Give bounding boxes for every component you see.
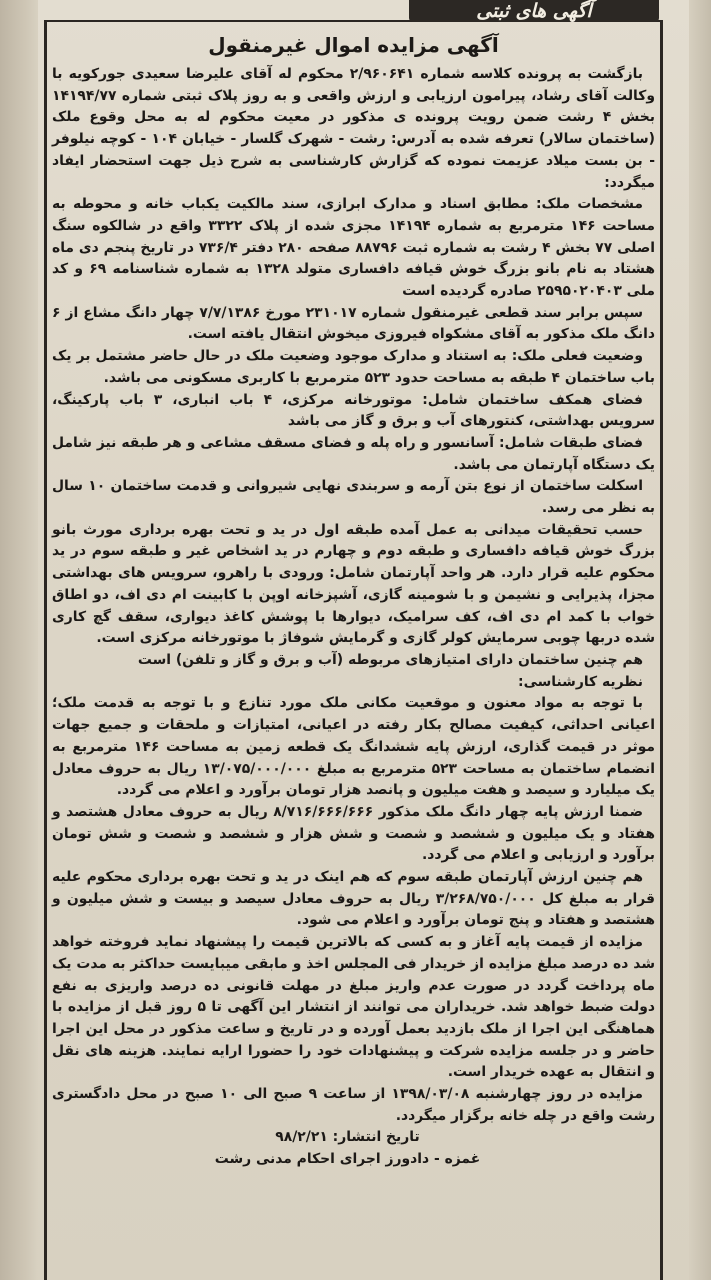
page-shadow-right [689,0,711,1280]
auction-notice [52,30,655,1268]
notice-paragraph: حسب تحقیقات میدانی به عمل آمده طبقه اول در ید و تحت بهره برداری مورث بانو بزرگ خوش قیافه دافساری و طبقه دوم و چهارم در ید اشخاص غیر و طبقه سوم در ید محکوم علیه قرار دارد. هر واحد آپارتمان شامل: ورودی با راهرو، سرویس های بهداشتی مجزا، پذیرایی و نشیمن و با شومینه گازی، آشپزخانه اوپن با کابینت ام دی اف، دو اطاق خواب با کمد ام دی اف، کف سرامیک، دیوارها با پوشش کاغذ دیواری، سقف گچ کاری شده دربها چوبی سرمایش کولر گازی و گرمایش شوفاژ با موتورخانه مرکزی است. [52,521,655,647]
publish-date: تاریخ انتشار: ۹۸/۲/۲۱ [275,1129,420,1146]
page-shadow-left [0,0,38,1280]
notice-paragraph: هم چنین ساختمان دارای امتیازهای مربوطه (آب و برق و گاز و تلفن) است [137,651,643,668]
notice-title: آگهی مزایده اموال غیرمنقول [208,33,499,57]
signature: غمزه - دادورز اجرای احکام مدنی رشت [214,1151,481,1168]
column-rule-left [44,20,47,1280]
section-header: آگهی های ثبتی [409,0,659,22]
notice-paragraph: مزایده در روز چهارشنبه ۱۳۹۸/۰۳/۰۸ از ساعت ۹ صبح الی ۱۰ صبح در محل دادگستری رشت واقع در چله خانه برگزار میگردد. [52,1086,655,1124]
notice-paragraph: اسکلت ساختمان از نوع بتن آرمه و سربندی نهایی شیروانی و قدمت ساختمان ۱۰ سال به نظر می رسد. [52,478,655,517]
notice-paragraph: ضمنا ارزش پایه چهار دانگ ملک مذکور ۸/۷۱۶/۶۶۶/۶۶۶ ریال به حروف معادل هشتصد و هفتاد و یک میلیون و ششصد و شصت و شش هزار و ششصد و شصت و شش تومان برآورد و ارزیابی و اعلام می گردد. [52,803,655,864]
notice-paragraph: با توجه به مواد معنون و موقعیت مکانی ملک مورد تنازع و با توجه به قدمت ملک؛ اعیانی احداثی، کیفیت مصالح بکار رفته در اعیانی، امتیازات و ملحقات و جمیع جهات موثر در قیمت گذاری، ارزش پایه ششدانگ یک قطعه زمین به مساحت ۱۴۶ مترمربع به انضمام ساختمان به مساحت ۵۲۳ مترمربع به مبلغ ۱۳/۰۷۵/۰۰۰/۰۰۰ ریال به حروف معادل یک میلیارد و سیصد و هفت میلیون و پانصد هزار تومان برآورد و اعلام می گردد. [52,695,656,799]
notice-paragraph: فضای همکف ساختمان شامل: موتورخانه مرکزی، ۴ باب انباری، ۳ باب پارکینگ، سرویس بهداشتی، کنتورهای آب و برق و گاز می باشد [52,391,655,430]
notice-paragraph: نظریه کارشناسی: [518,673,643,690]
notice-paragraph: وضعیت فعلی ملک: به استناد و مدارک موجود وضعیت ملک در حال حاضر مشتمل بر یک باب ساختمان ۴ طبقه به مساحت حدود ۵۲۳ مترمربع با کاربری مسکونی می باشد. [52,348,655,386]
notice-paragraph: مشخصات ملک: مطابق اسناد و مدارک ابرازی، سند مالکیت یکباب خانه و محوطه به مساحت ۱۴۶ مترمربع به شماره ۱۴۱۹۴ مجزی شده از پلاک ۳۳۲۲ واقع در شالکوه سنگ اصلی ۷۷ بخش ۴ رشت به شماره ثبت ۸۸۷۹۶ صفحه ۲۸۰ دفتر ۷۳۶/۴ در تاریخ پنجم دی ماه هشتاد به نام بانو بزرگ خوش قیافه دافساری متولد ۱۳۲۸ به شماره شناسنامه ۶۹ و کد ملی ۲۵۹۵۰۲۰۴۰۳ صادره گردیده است [52,196,655,300]
notice-paragraph: مزایده از قیمت پایه آغاز و به کسی که بالاترین قیمت را پیشنهاد نماید فروخته خواهد شد ده درصد مبلغ مزایده از خریدار فی المجلس اخذ و مابقی میبایست حداکثر به مدت یک ماه پرداخت گردد در صورت عدم واریز مبلغ در مهلت قانونی ده درصد واریزی به نفع دولت ضبط خواهد شد. خریداران می توانند از انتشار این آگهی تا ۵ روز قبل از مزایده با هماهنگی این اجرا از ملک بازدید بعمل آورده و در تاریخ و ساعت مذکور در محل این اجرا حاضر و در جلسه مزایده شرکت و پیشنهادات خود را حضورا ارایه نمایند. هزینه های نقل و انتقال به عهده خریدار است. [52,934,655,1081]
notice-paragraph: بازگشت به پرونده کلاسه شماره ۲/۹۶۰۶۴۱ محکوم له آقای علیرضا سعیدی جورکویه با وکالت آقای رشاد، پیرامون ارزیابی و ارزش واقعی و به روز پلاک ثبتی شماره ۱۴۱۹۴/۷۷ بخش ۴ رشت ضمن رویت پرونده ی مذکور در معیت محکوم له به محل وقوع ملک (ساختمان سالار) تعرفه شده به آدرس: رشت - شهرک گلسار - خیابان ۱۰۴ - کوچه نیلوفر - بن بست میلاد عزیمت نموده که گزارش کارشناسی به شرح ذیل جهت استحضار ایفاد میگردد: [52,66,655,191]
column-rule-right [660,20,663,1280]
notice-paragraph: هم چنین ارزش آپارتمان طبقه سوم که هم اینک در ید و تحت بهره برداری محکوم علیه قرار به مبلغ کل ۳/۲۶۸/۷۵۰/۰۰۰ ریال به حروف معادل سیصد و بیست و شش میلیون و هشتصد و هفتاد و پنج تومان برآورد و اعلام می شود. [52,869,655,929]
notice-paragraph: فضای طبقات شامل: آسانسور و راه پله و فضای مسقف مشاعی و هر طبقه نیز شامل یک دستگاه آپارتمان می باشد. [52,434,655,473]
notice-paragraph: سپس برابر سند قطعی غیرمنقول شماره ۲۳۱۰۱۷ مورخ ۷/۷/۱۳۸۶ چهار دانگ مشاع از ۶ دانگ ملک مذکور به آقای مشکواه فیروزی میخوش انتقال یافته است. [52,304,655,343]
